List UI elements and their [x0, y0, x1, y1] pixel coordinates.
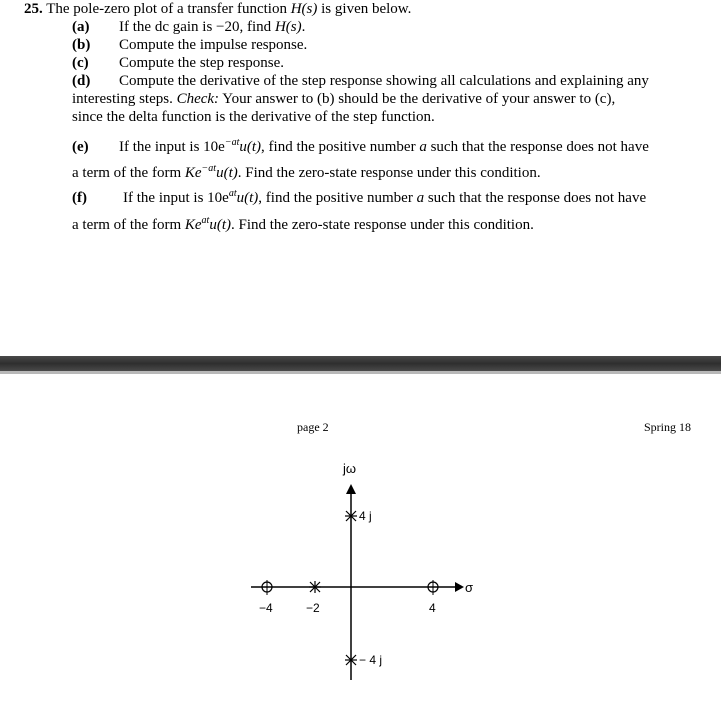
- tick-label-neg4: −4: [259, 601, 273, 615]
- part-e-line2: a term of the form $Ke^{-at}u(t)$. Find the zero-state response under this condition.: [72, 163, 541, 181]
- page-number: page 2: [297, 420, 329, 434]
- term-label: Spring 18: [644, 420, 692, 434]
- tick-label-neg2: −2: [306, 601, 320, 615]
- part-d-line2: interesting steps. Check: Your answer to (b) should be the derivative of your answer to (c),: [72, 91, 616, 107]
- part-d-line3: since the delta function is the derivative of the step function.: [72, 109, 435, 125]
- sigma-axis-label: σ: [465, 580, 474, 595]
- part-b: (b) Compute the impulse response.: [72, 37, 308, 53]
- part-a: (a) If the dc gain is −20, find H(s).: [72, 19, 306, 35]
- problem-number: 25.: [24, 1, 43, 17]
- part-d-line1: (d) Compute the derivative of the step response showing all calculations and explaining any: [72, 73, 649, 89]
- pole-marker-neg2: [309, 581, 321, 593]
- part-c: (c) Compute the step response.: [72, 55, 284, 71]
- sigma-axis-arrow: [455, 582, 464, 592]
- part-e-line1: (e) If the input is $10e^{-at}u(t)$, find the positive number a such that the response does not have: [72, 137, 649, 155]
- pole-upper-label: 4 j: [359, 509, 372, 523]
- part-f-line1: (f) If the input is $10e^{at}u(t)$, find the positive number a such that the response does not have: [72, 188, 647, 206]
- problem-intro: The pole-zero plot of a transfer function H(s) is given below.: [46, 1, 412, 17]
- tick-label-pos4: 4: [429, 601, 436, 615]
- jw-axis-arrow: [346, 484, 356, 494]
- jw-axis-label: jω: [343, 461, 357, 476]
- pole-lower-label: − 4 j: [359, 653, 383, 667]
- part-f-line2: a term of the form $Ke^{at}u(t)$. Find the zero-state response under this condition.: [72, 215, 534, 233]
